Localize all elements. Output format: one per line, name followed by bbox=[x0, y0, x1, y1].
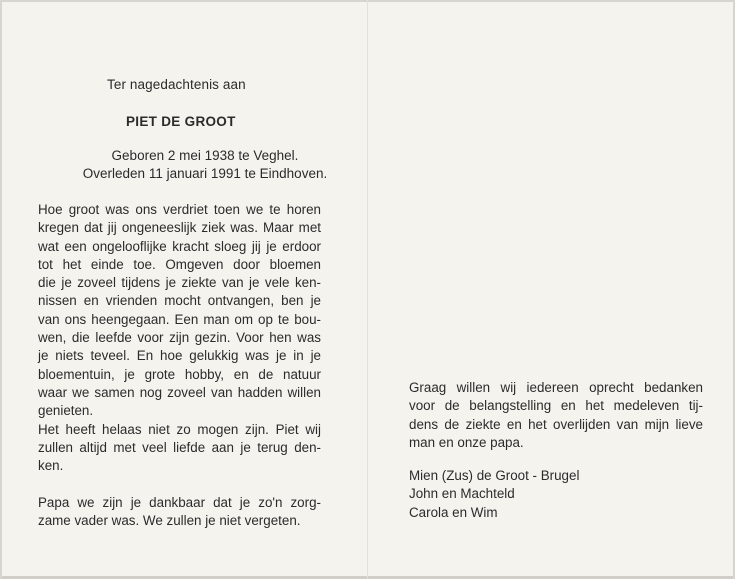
poem-line: die je zoveel tijdens je ziekte van je vele ken- bbox=[38, 275, 321, 291]
intro-text: Ter nagedachtenis aan bbox=[107, 77, 246, 92]
card-edge-left bbox=[0, 0, 2, 579]
deceased-name: PIET DE GROOT bbox=[126, 114, 236, 129]
poem-line: Hoe groot was ons verdriet toen we te horen bbox=[38, 202, 321, 217]
poem-line: Papa we zijn je dankbaar dat je zo'n zorg- bbox=[38, 494, 321, 510]
birth-line: Geboren 2 mei 1938 te Veghel. bbox=[111, 148, 299, 163]
signer-line: Mien (Zus) de Groot - Brugel bbox=[409, 468, 580, 483]
poem-line: tot het einde toe. Omgeven door bloemen bbox=[38, 256, 321, 272]
poem-line: genieten. bbox=[38, 403, 94, 419]
signer-line: Carola en Wim bbox=[409, 504, 498, 520]
thanks-line: Graag willen wij iedereen oprecht bedanken bbox=[409, 380, 703, 395]
remembrance-text bbox=[38, 201, 321, 530]
poem-line: wat een ongelooflijke kracht sloeg jij je erdoor bbox=[38, 238, 321, 254]
thanks-line: voor de belangstelling en het medeleven tij- bbox=[409, 398, 703, 414]
poem-line: van ons heengegaan. Een man om op te bou- bbox=[38, 311, 321, 327]
poem-line: wen, die leefde voor zijn gezin. Voor hen was bbox=[38, 330, 321, 346]
life-dates bbox=[60, 147, 350, 183]
thanks-line: man en onze papa. bbox=[409, 434, 524, 450]
death-line: Overleden 11 januari 1991 te Eindhoven. bbox=[82, 166, 328, 181]
signer-line: John en Machteld bbox=[409, 486, 515, 502]
poem-line: je niets teveel. En hoe gelukkig was je in je bbox=[38, 348, 321, 364]
paragraph-gap bbox=[38, 475, 321, 493]
poem-line: zullen altijd met veel liefde aan je terug den- bbox=[38, 439, 321, 455]
poem-line: nissen en vrienden mocht ontvangen, ben je bbox=[38, 293, 321, 309]
poem-line: kregen dat jij ongeneeslijk ziek was. Maar met bbox=[38, 220, 321, 236]
card-fold-line bbox=[367, 0, 368, 579]
poem-line: zame vader was. We zullen je niet vergeten. bbox=[38, 513, 301, 529]
thank-you-text bbox=[409, 379, 703, 452]
poem-line: bloementuin, je grote hobby, en de natuur bbox=[38, 366, 321, 382]
poem-line: ken. bbox=[38, 458, 64, 474]
thanks-line: dens de ziekte en het overlijden van mijn lieve bbox=[409, 416, 703, 432]
poem-line: waar we samen nog zoveel van hadden willen bbox=[38, 384, 321, 400]
poem-line: Het heeft helaas niet zo mogen zijn. Piet wij bbox=[38, 421, 321, 437]
signatories bbox=[409, 467, 579, 522]
